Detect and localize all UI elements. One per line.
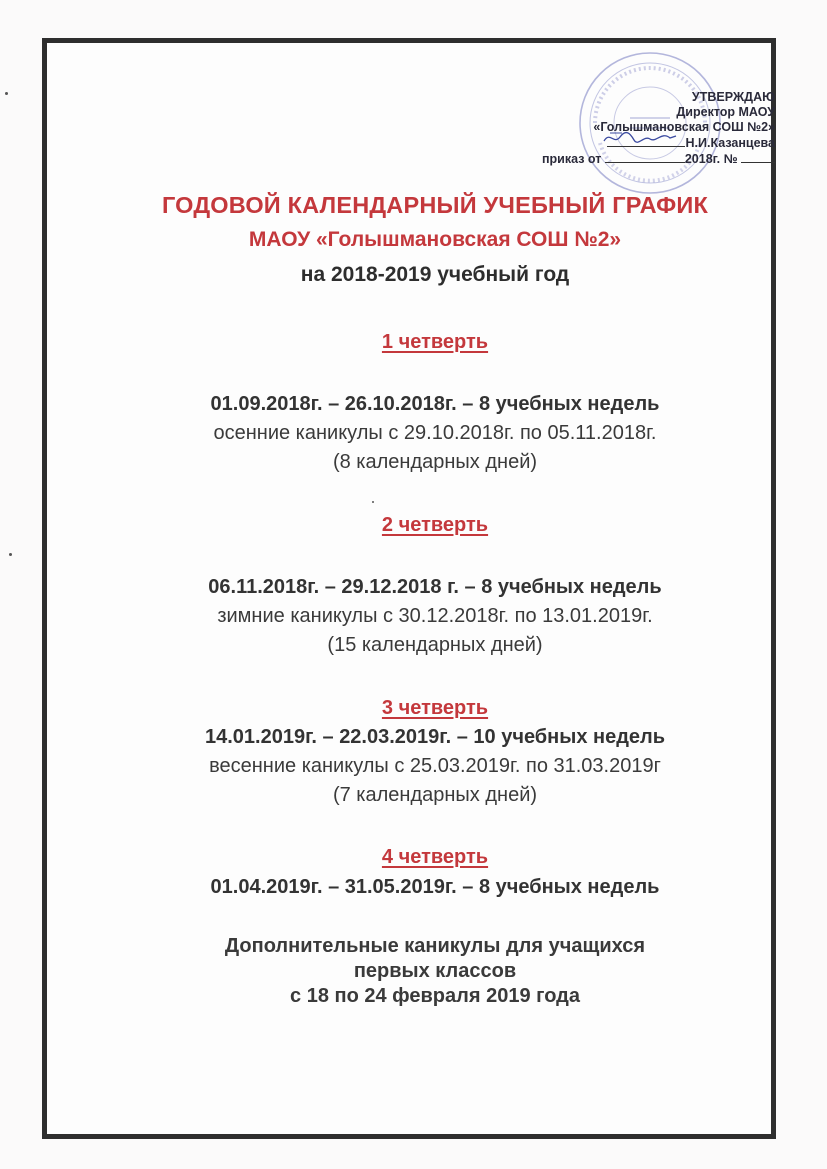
quarter-2-heading: 2 четверть (381, 514, 489, 536)
extra-holidays-line-1: Дополнительные каникулы для учащихся (224, 935, 646, 957)
scan-speck (372, 501, 374, 503)
extra-holidays-line-2: первых классов (353, 960, 517, 982)
approval-school: «Голышмановская СОШ №2» (593, 120, 775, 134)
order-year: 2018г. № (684, 152, 738, 166)
quarter-2-dates: 06.11.2018г. – 29.12.2018 г. – 8 учебных недель (208, 576, 662, 598)
approval-title: УТВЕРЖДАЮ (691, 90, 775, 104)
quarter-2-days: (15 календарных дней) (327, 634, 543, 656)
quarter-4-heading: 4 четверть (381, 846, 489, 868)
quarter-1-holidays: осенние каникулы с 29.10.2018г. по 05.11.2018г. (213, 422, 657, 444)
approval-position: Директор МАОУ (676, 105, 775, 119)
academic-year: на 2018-2019 учебный год (300, 263, 570, 286)
document-title: ГОДОВОЙ КАЛЕНДАРНЫЙ УЧЕБНЫЙ ГРАФИК (161, 192, 709, 218)
approval-order-line (542, 151, 775, 167)
quarter-1-dates: 01.09.2018г. – 26.10.2018г. – 8 учебных недель (210, 393, 660, 415)
order-prefix: приказ от (542, 152, 602, 166)
quarter-3-holidays: весенние каникулы с 25.03.2019г. по 31.03.2019г (209, 755, 661, 777)
extra-holidays-line-3: с 18 по 24 февраля 2019 года (290, 985, 580, 1007)
scan-speck (5, 92, 8, 95)
quarter-4-dates: 01.04.2019г. – 31.05.2019г. – 8 учебных недель (210, 876, 660, 898)
order-number-blank (741, 151, 775, 163)
approval-signer: Н.И.Казанцева (685, 136, 775, 150)
quarter-1-days: (8 календарных дней) (332, 451, 538, 473)
scan-speck (9, 553, 12, 556)
quarter-3-days: (7 календарных дней) (332, 784, 538, 806)
quarter-2-holidays: зимние каникулы с 30.12.2018г. по 13.01.2019г. (217, 605, 653, 627)
handwritten-signature (600, 127, 680, 149)
order-date-blank (605, 151, 685, 163)
school-name: МАОУ «Голышмановская СОШ №2» (248, 228, 622, 251)
quarter-3-dates: 14.01.2019г. – 22.03.2019г. – 10 учебных недель (204, 726, 666, 748)
quarter-1-heading: 1 четверть (381, 331, 489, 353)
quarter-3-heading: 3 четверть (381, 697, 489, 719)
